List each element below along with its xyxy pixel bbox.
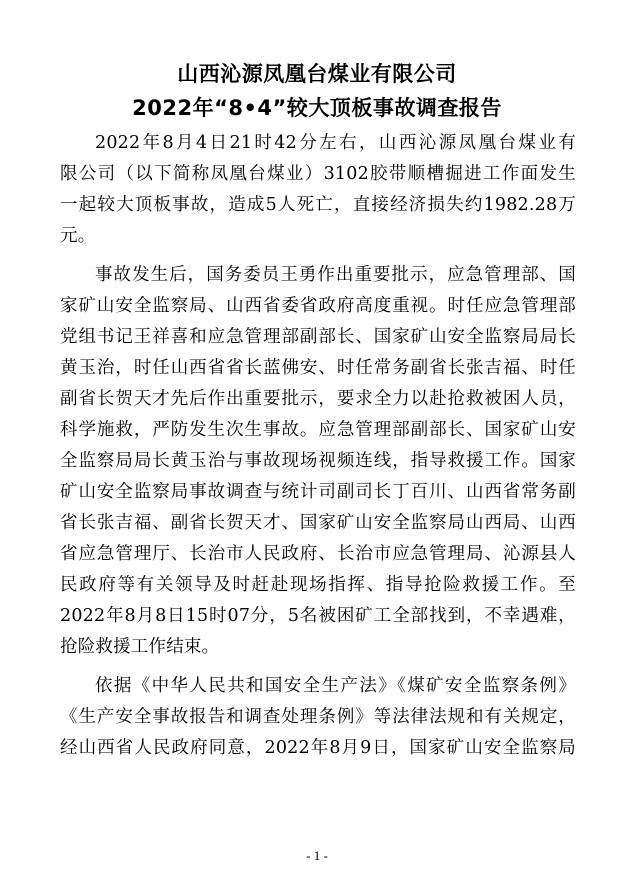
paragraph-line: 《生产安全事故报告和调查处理条例》等法律法规和有关规定， (60, 707, 576, 727)
paragraph-line: 科学施救，严防发生次生事故。应急管理部副部长、国家矿山安 (60, 420, 576, 440)
page-number: - 1 - (306, 848, 328, 863)
paragraph-line: 事故发生后，国务委员王勇作出重要批示，应急管理部、国 (95, 265, 576, 285)
paragraph-line: 一起较大顶板事故，造成5人死亡，直接经济损失约1982.28万 (60, 195, 576, 215)
document-title-line-1: 山西沁源凤凰台煤业有限公司 (177, 62, 457, 86)
paragraph-line: 经山西省人民政府同意，2022年8月9日，国家矿山安全监察局 (60, 738, 576, 758)
document-title-line-2: 2022年“8•4”较大顶板事故调查报告 (132, 96, 502, 120)
paragraph-line: 民政府等有关领导及时赶赴现场指挥、指导抢险救援工作。至 (60, 575, 576, 595)
paragraph-line: 省应急管理厅、长治市人民政府、长治市应急管理局、沁源县人 (60, 544, 576, 564)
paragraph-line: 限公司（以下简称凤凰台煤业）3102胶带顺槽掘进工作面发生 (60, 164, 576, 184)
paragraph-line: 抢险救援工作结束。 (60, 637, 220, 657)
paragraph-line: 党组书记王祥喜和应急管理部副部长、国家矿山安全监察局局长 (60, 327, 576, 347)
paragraph-line: 2022年8月8日15时07分，5名被困矿工全部找到，不幸遇难， (60, 606, 576, 626)
paragraph-line: 全监察局局长黄玉治与事故现场视频连线，指导救援工作。国家 (60, 451, 576, 471)
paragraph-line: 家矿山安全监察局、山西省委省政府高度重视。时任应急管理部 (60, 296, 576, 316)
paragraph-line: 2022年8月4日21时42分左右，山西沁源凤凰台煤业有 (95, 133, 576, 153)
paragraph-line: 元。 (60, 226, 96, 246)
paragraph-line: 依据《中华人民共和国安全生产法》《煤矿安全监察条例》 (95, 676, 576, 696)
paragraph-line: 省长张吉福、副省长贺天才、国家矿山安全监察局山西局、山西 (60, 513, 576, 533)
paragraph-line: 黄玉治，时任山西省省长蓝佛安、时任常务副省长张吉福、时任 (60, 358, 576, 378)
paragraph-line: 副省长贺天才先后作出重要批示，要求全力以赴抢救被困人员， (60, 389, 576, 409)
paragraph-line: 矿山安全监察局事故调查与统计司副司长丁百川、山西省常务副 (60, 482, 576, 502)
